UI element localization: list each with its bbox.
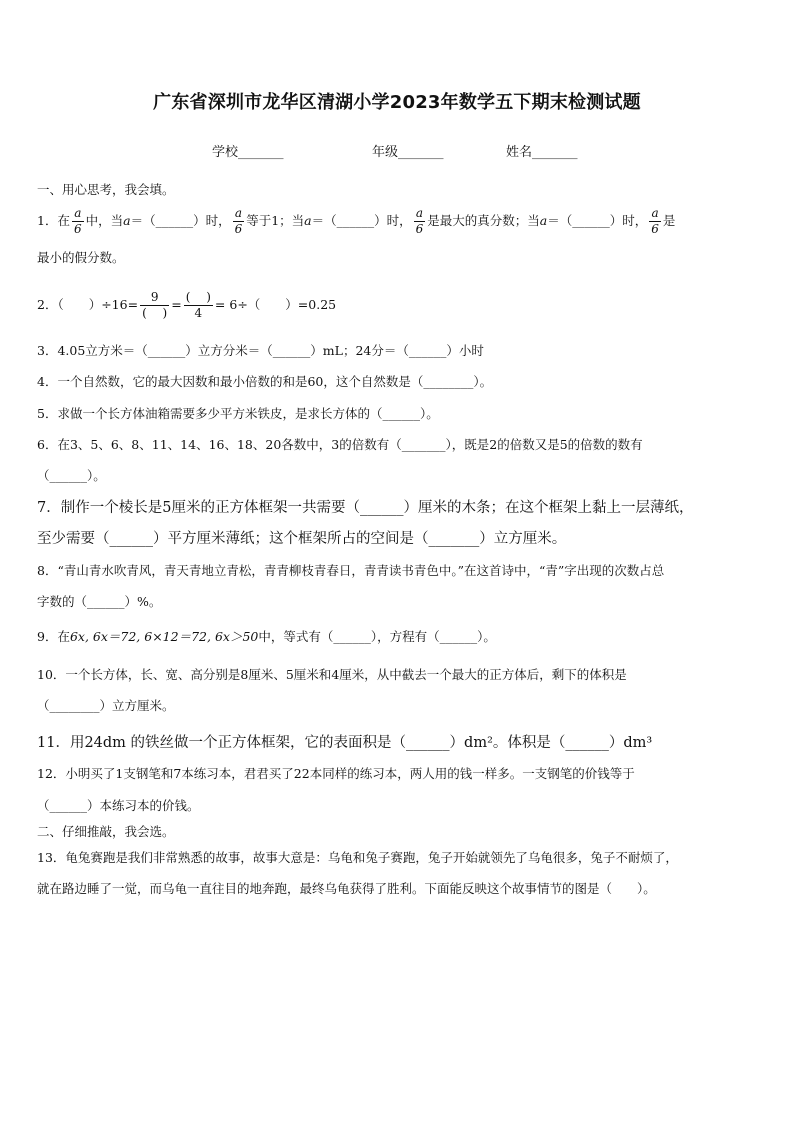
q1-text: 1．在 [37,213,70,228]
question-4: 4．一个自然数，它的最大因数和最小倍数的和是60，这个自然数是（________）。 [37,374,493,389]
question-3: 3．4.05立方米＝（______）立方分米＝（______）mL；24分＝（______）小时 [37,343,484,358]
variable-a: a [304,213,312,228]
question-9 [37,627,757,647]
question-11: 11．用24dm 的铁丝做一个正方体框架，它的表面积是（______）dm²。体积是（______）dm³ [37,735,653,751]
question-7-line-1: 7．制作一个棱长是5厘米的正方体框架一共需要（______）厘米的木条；在这个框架上黏上一层薄纸， [37,500,694,516]
question-13-line-2: 就在路边睡了一觉，而乌龟一直往目的地奔跑，最终乌龟获得了胜利。下面能反映这个故事情节的图是（ ）。 [37,881,656,896]
q2-text: = [171,297,182,312]
question-8-line-1: 8．“青山青水吹青风，青天青地立青松，青青柳枝青春日，青青读书青色中。”在这首诗中，“青”字出现的次数占总 [37,563,665,578]
q1-text: 中，当 [85,213,124,228]
question-13-line-1: 13．龟兔赛跑是我们非常熟悉的故事，故事大意是：乌龟和兔子赛跑，兔子开始就领先了乌龟很多，兔子不耐烦了， [37,850,678,865]
q1-text: ＝（______）时， [130,213,231,228]
question-12-line-2: （______）本练习本的价钱。 [37,798,200,813]
q1-text: ＝（______）时， [547,213,648,228]
fraction-blank-over-4: $\frac{( )}{4}$ [185,290,211,320]
q9-text: 9．在 [37,629,70,644]
q2-text: 2．（ ）÷16= [37,297,139,312]
question-10-line-2: （________）立方厘米。 [37,698,175,713]
question-6-line-1: 6．在3、5、6、8、11、14、16、18、20各数中，3的倍数有（_______），既是2的倍数又是5的倍数的数有 [37,437,643,452]
q2-text: = 6÷（ ）=0.25 [214,297,337,312]
variable-a: a [539,213,548,228]
question-5: 5．求做一个长方体油箱需要多少平方米铁皮，是求长方体的（______）。 [37,406,439,421]
fraction-a-over-6: $\frac{a}{6}$ [73,206,82,236]
page-title: 广东省深圳市龙华区清湖小学2023年数学五下期末检测试题 [153,92,641,113]
question-2 [37,290,757,321]
grade-field: 年级_______ [372,145,444,160]
fraction-a-over-6: $\frac{a}{6}$ [234,206,243,236]
school-field: 学校_______ [212,145,284,160]
q1-text: 是 [662,213,676,228]
fraction-a-over-6: $\frac{a}{6}$ [651,206,659,236]
q9-text: 中，等式有（______），方程有（______）。 [258,629,496,644]
q1-text: ＝（______）时， [311,213,412,228]
section-1-heading: 一、用心思考，我会填。 [37,182,175,197]
question-7-line-2: 至少需要（______）平方厘米薄纸；这个框架所占的空间是（_______）立方厘米。 [37,531,567,547]
question-6-line-2: （______）。 [37,468,106,483]
q1-text: 是最大的真分数；当 [427,213,540,228]
question-8-line-2: 字数的（______）%。 [37,594,162,609]
question-10-line-1: 10．一个长方体，长、宽、高分别是8厘米、5厘米和4厘米，从中截去一个最大的正方体后，剩下的体积是 [37,667,627,682]
q9-expressions: 6x, 6x＝72, 6×12＝72, 6x＞50 [69,629,259,644]
question-1 [37,206,757,237]
section-2-heading: 二、仔细推敲，我会选。 [37,824,175,839]
name-field: 姓名_______ [506,145,578,160]
fraction-a-over-6: $\frac{a}{6}$ [415,206,424,236]
variable-a: a [123,213,131,228]
q1-text: 等于1；当 [246,213,305,228]
question-1-line-2: 最小的假分数。 [37,250,125,265]
fraction-9-over-blank: $\frac{9}{( )}$ [142,290,168,320]
question-12-line-1: 12．小明买了1支钢笔和7本练习本，君君买了22本同样的练习本，两人用的钱一样多。一支钢笔的价钱等于 [37,766,635,781]
